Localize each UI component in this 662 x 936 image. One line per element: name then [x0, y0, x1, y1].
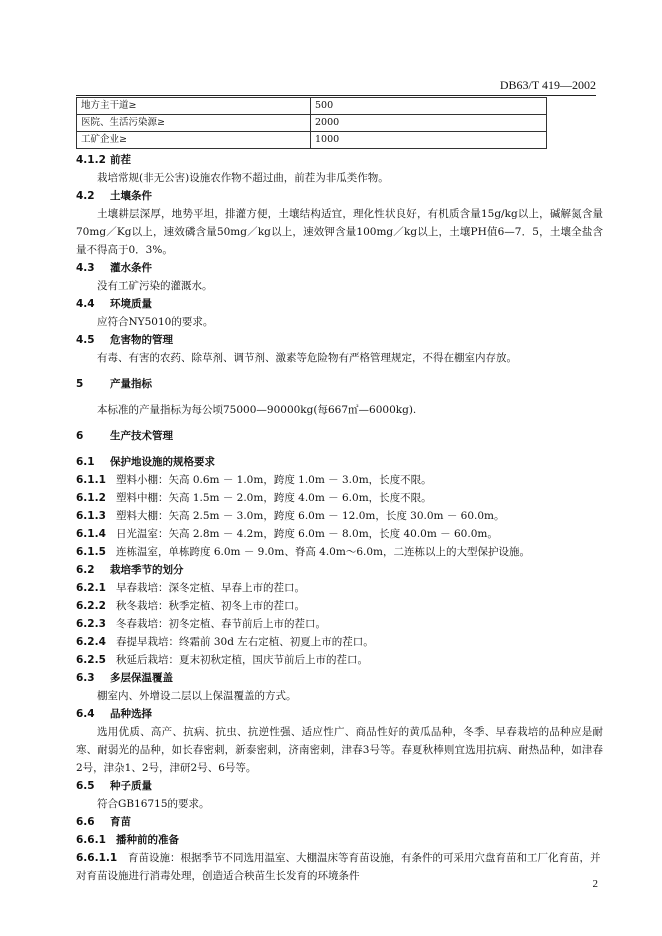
list-item	[76, 507, 603, 525]
list-item	[76, 543, 603, 561]
section-number: 6	[76, 430, 84, 442]
section-heading-6-6-1	[76, 831, 603, 849]
section-title: 生产技术管理	[110, 430, 173, 442]
item-text: 日光温室：矢高 2.8m － 4.2m，跨度 6.0m － 8.0m，长度 40.0m － 60.0m。	[116, 528, 498, 540]
section-number: 4.5	[76, 334, 95, 346]
section-title: 产量指标	[110, 378, 152, 390]
section-heading-4-4	[76, 295, 603, 313]
body-content	[76, 151, 603, 885]
section-title: 保护地设施的规格要求	[110, 456, 215, 468]
spacer	[76, 445, 603, 453]
table-row	[77, 132, 547, 149]
section-heading-6-2	[76, 561, 603, 579]
spacer	[76, 419, 603, 427]
item-text: 春提早栽培：终霜前 30d 左右定植、初夏上市的茬口。	[116, 636, 374, 648]
paragraph: 栽培常规(非无公害)设施农作物不超过曲，前茬为非瓜类作物。	[97, 172, 389, 184]
item-text: 育苗设施：根据季节不同选用温室、大棚温床等育苗设施，有条件的可采用穴盘育苗和工厂化育苗，并对育苗设施进行消毒处理，创造适合秧苗生长发育的环境条件	[76, 852, 601, 882]
section-number: 4.3	[76, 262, 95, 274]
paragraph: 应符合NY5010的要求。	[97, 316, 214, 328]
item-number: 6.1.3	[76, 510, 106, 522]
section-heading-6	[76, 427, 603, 445]
section-heading-6-1	[76, 453, 603, 471]
item-text: 早春栽培：深冬定植、早春上市的茬口。	[116, 582, 305, 594]
list-item	[76, 633, 603, 651]
section-title: 前茬	[110, 154, 131, 166]
section-number: 6.2	[76, 564, 95, 576]
section-heading-4-3	[76, 259, 603, 277]
spacer	[76, 367, 603, 375]
item-text: 塑料小棚：矢高 0.6m － 1.0m，跨度 1.0m － 3.0m，长度不限。	[116, 474, 432, 486]
section-number: 4.1.2	[76, 154, 106, 166]
item-text: 秋延后栽培：夏末初秋定植，国庆节前后上市的茬口。	[116, 654, 368, 666]
section-title: 种子质量	[110, 780, 152, 792]
list-item	[76, 615, 603, 633]
table-cell: 2000	[311, 115, 547, 132]
section-heading-6-3	[76, 669, 603, 687]
item-number: 6.6.1.1	[76, 852, 118, 864]
section-title: 播种前的准备	[116, 834, 179, 846]
item-number: 6.1.1	[76, 474, 106, 486]
paragraph: 棚室内、外增设二层以上保温覆盖的方式。	[97, 690, 297, 702]
section-title: 多层保温覆盖	[110, 672, 173, 684]
list-item	[76, 489, 603, 507]
table-cell: 500	[311, 98, 547, 115]
item-number: 6.2.3	[76, 618, 106, 630]
item-text: 连栋温室，单栋跨度 6.0m － 9.0m、脊高 4.0m～6.0m，二连栋以上的大型保护设施。	[116, 546, 530, 558]
section-number: 6.6	[76, 816, 95, 828]
list-item	[76, 525, 603, 543]
spacer	[76, 393, 603, 401]
item-text: 冬春栽培：初冬定植、春节前后上市的茬口。	[116, 618, 326, 630]
section-heading-6-5	[76, 777, 603, 795]
section-title: 品种选择	[110, 708, 152, 720]
paragraph: 本标准的产量指标为每公顷75000—90000kg(每667㎡—6000kg).	[97, 404, 417, 416]
table-row	[77, 98, 547, 115]
section-title: 环境质量	[110, 298, 152, 310]
item-text: 秋冬栽培：秋季定植、初冬上市的茬口。	[116, 600, 305, 612]
list-item	[76, 597, 603, 615]
paragraph	[76, 849, 603, 885]
header-rule	[76, 95, 596, 96]
section-title: 土壤条件	[110, 190, 152, 202]
list-item	[76, 651, 603, 669]
section-number: 6.4	[76, 708, 95, 720]
item-number: 6.1.5	[76, 546, 106, 558]
table-row	[77, 115, 547, 132]
table-cell: 医院、生活污染源≥	[77, 115, 311, 132]
section-heading-6-4	[76, 705, 603, 723]
item-number: 6.2.1	[76, 582, 106, 594]
section-heading-4-1-2	[76, 151, 603, 169]
section-title: 危害物的管理	[110, 334, 173, 346]
item-number: 6.2.4	[76, 636, 106, 648]
section-number: 6.6.1	[76, 834, 106, 846]
section-number: 4.2	[76, 190, 95, 202]
section-number: 6.5	[76, 780, 95, 792]
section-title: 栽培季节的划分	[110, 564, 184, 576]
item-number: 6.1.2	[76, 492, 106, 504]
item-number: 6.1.4	[76, 528, 106, 540]
table-cell: 地方主干道≥	[77, 98, 311, 115]
table-cell: 工矿企业≥	[77, 132, 311, 149]
paragraph: 有毒、有害的农药、除草剂、调节剂、激素等危险物有严格管理规定，不得在棚室内存放。	[97, 352, 517, 364]
section-heading-5	[76, 375, 603, 393]
section-heading-4-2	[76, 187, 603, 205]
table-cell: 1000	[311, 132, 547, 149]
standard-code: DB63/T 419—2002	[499, 78, 596, 92]
item-number: 6.2.5	[76, 654, 106, 666]
limit-table	[76, 97, 547, 149]
paragraph: 土壤耕层深厚，地势平坦，排灌方便，土壤结构适宜，理化性状良好，有机质含量15g/kg以上，碱解氮含量70mg／Kg以上，速效磷含量50mg／kg以上，速效钾含量100mg／kg以上，土壤PH值6—7．5，土壤全盐含量不得高于0．3%。	[76, 208, 603, 256]
item-number: 6.2.2	[76, 600, 106, 612]
section-heading-6-6	[76, 813, 603, 831]
section-number: 6.3	[76, 672, 95, 684]
list-item	[76, 579, 603, 597]
page-number: 2	[592, 878, 598, 890]
paragraph: 符合GB16715的要求。	[97, 798, 210, 810]
section-number: 4.4	[76, 298, 95, 310]
paragraph: 没有工矿污染的灌溉水。	[97, 280, 213, 292]
paragraph: 选用优质、高产、抗病、抗虫、抗逆性强、适应性广、商品性好的黄瓜品种，冬季、早春栽培的品种应是耐寒、耐弱光的品种，如长春密刺，新泰密刺，济南密刺，津春3号等。春夏秋棒则宜选用抗病、耐热品种，如津春2号，津杂1、2号，津研2号、6号等。	[76, 726, 603, 774]
item-text: 塑料大棚：矢高 2.5m － 3.0m，跨度 6.0m － 12.0m，长度 30.0m － 60.0m。	[116, 510, 505, 522]
item-text: 塑料中棚：矢高 1.5m － 2.0m，跨度 4.0m － 6.0m，长度不限。	[116, 492, 432, 504]
section-number: 5	[76, 378, 84, 390]
section-title: 灌水条件	[110, 262, 152, 274]
section-title: 育苗	[110, 816, 131, 828]
section-heading-4-5	[76, 331, 603, 349]
list-item	[76, 471, 603, 489]
section-number: 6.1	[76, 456, 95, 468]
